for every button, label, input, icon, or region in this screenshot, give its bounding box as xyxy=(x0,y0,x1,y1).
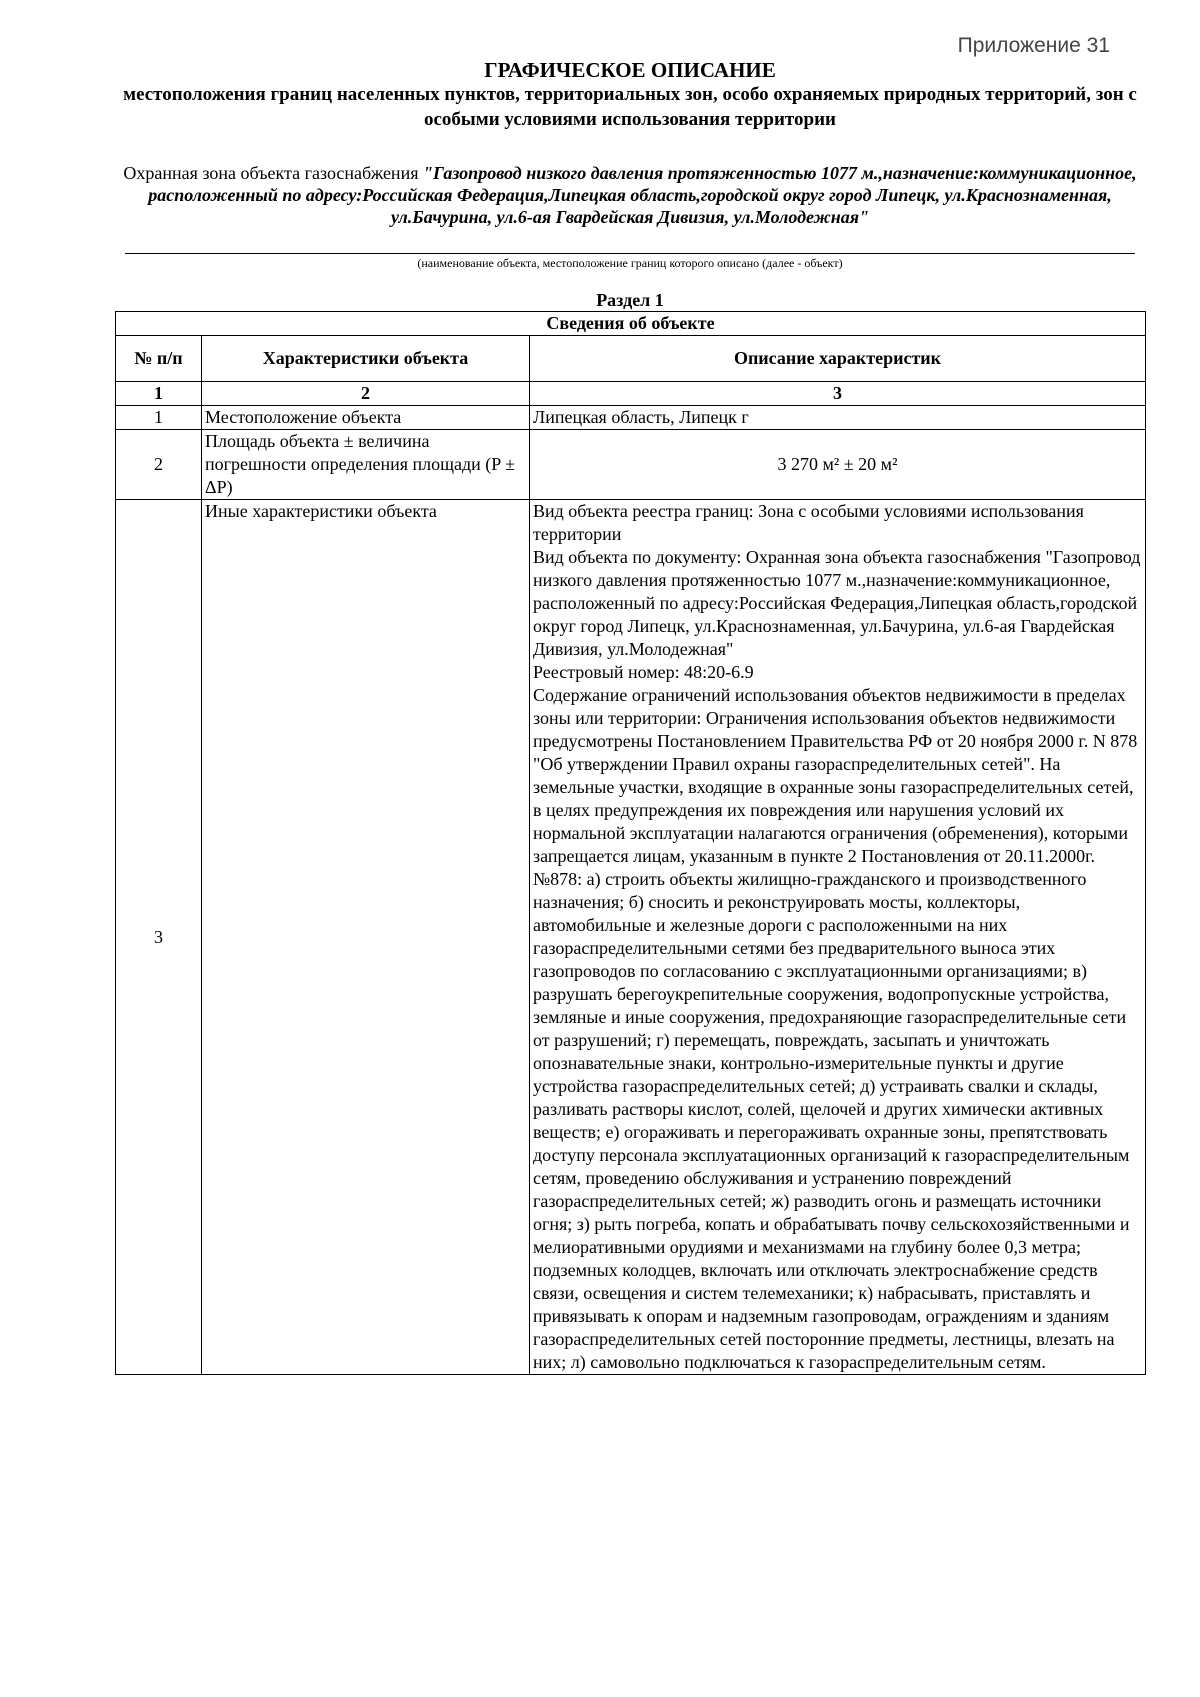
column-number: 1 xyxy=(116,382,202,406)
row-characteristic: Площадь объекта ± величина погрешности определения площади (P ± ΔP) xyxy=(202,430,530,500)
object-caption: (наименование объекта, местоположение границ которого описано (далее - объект) xyxy=(417,256,843,270)
appendix-label: Приложение 31 xyxy=(957,34,1110,57)
row-num: 3 xyxy=(116,500,202,1375)
document-title: ГРАФИЧЕСКОЕ ОПИСАНИЕ xyxy=(484,58,776,82)
header-description: Описание характеристик xyxy=(530,336,1146,382)
row-description: 3 270 м² ± 20 м² xyxy=(530,430,1146,500)
object-info-table xyxy=(115,311,1146,1375)
section-label: Раздел 1 xyxy=(596,290,664,310)
object-prefix: Охранная зона объекта газоснабжения xyxy=(123,163,423,183)
row-num: 1 xyxy=(116,406,202,430)
table-row xyxy=(116,406,1146,430)
column-number: 2 xyxy=(202,382,530,406)
table-caption-row xyxy=(116,312,1146,336)
row-description: Липецкая область, Липецк г xyxy=(530,406,1146,430)
header-num: № п/п xyxy=(116,336,202,382)
row-num: 2 xyxy=(116,430,202,500)
table-row xyxy=(116,430,1146,500)
table-header-row xyxy=(116,336,1146,382)
row-description: Вид объекта реестра границ: Зона с особыми условиями использования территории Вид объекта по документу: Охранная зона объекта газоснабжения "Газопровод низкого давления протяженностью 1077 м.,назначение:коммуникационное, расположенный по адресу:Российская Федерация,Липецкая область,городской округ город Липецк, ул.Краснознаменная, ул.Бачурина, ул.6-ая Гвардейская Дивизия, ул.Молодежная" Реестровый номер: 48:20-6.9 Содержание ограничений использования объектов недвижимости в пределах зоны или территории: Ограничения использования объектов недвижимости предусмотрены Постановлением Правительства РФ от 20 ноября 2000 г. N 878 "Об утверждении Правил охраны газораспределительных сетей". На земельные участки, входящие в охранные зоны газораспределительных сетей, в целях предупреждения их повреждения или нарушения условий их нормальной эксплуатации налагаются ограничения (обременения), которыми запрещается лицам, указанным в пункте 2 Постановления от 20.11.2000г. №878: а) строить объекты жилищно-гражданского и производственного назначения; б) сносить и реконструировать мосты, коллекторы, автомобильные и железные дороги с расположенными на них газораспределительными сетями без предварительного выноса этих газопроводов по согласованию с эксплуатационными организациями; в) разрушать берегоукрепительные сооружения, водопропускные устройства, земляные и иные сооружения, предохраняющие газораспределительные сети от разрушений; г) перемещать, повреждать, засыпать и уничтожать опознавательные знаки, контрольно-измерительные пункты и другие устройства газораспределительных сетей; д) устраивать свалки и склады, разливать растворы кислот, солей, щелочей и других химически активных веществ; е) огораживать и перегораживать охранные зоны, препятствовать доступу персонала эксплуатационных организаций к газораспределительным сетям, проведению обслуживания и устранению повреждений газораспределительных сетей; ж) разводить огонь и размещать источники огня; з) рыть погреба, копать и обрабатывать почву сельскохозяйственными и мелиоративными орудиями и механизмами на глубину более 0,3 метра; подземных колодцев, включать или отключать электроснабжение средств связи, освещения и систем телемеханики; к) набрасывать, приставлять и привязывать к опорам и надземным газопроводам, ограждениям и зданиям газораспределительных сетей посторонние предметы, лестницы, влезать на них; л) самовольно подключаться к газораспределительным сетям. xyxy=(530,500,1146,1375)
object-name-text: "Газопровод низкого давления протяженностью 1077 м.,назначение:коммуникационное, расположенный по адресу:Российская Федерация,Липецкая область,городской округ город Липецк, ул.Краснознаменная, ул.Бачурина, ул.6-ая Гвардейская Дивизия, ул.Молодежная" xyxy=(148,163,1137,227)
document-subtitle: местоположения границ населенных пунктов, территориальных зон, особо охраняемых природных территорий, зон с особыми условиями использования территории xyxy=(123,84,1137,130)
header-characteristic: Характеристики объекта xyxy=(202,336,530,382)
row-characteristic: Иные характеристики объекта xyxy=(202,500,530,1375)
column-number: 3 xyxy=(530,382,1146,406)
table-row xyxy=(116,500,1146,1375)
column-numbers-row xyxy=(116,382,1146,406)
object-name xyxy=(115,162,1145,228)
row-characteristic: Местоположение объекта xyxy=(202,406,530,430)
table-caption: Сведения об объекте xyxy=(116,312,1146,336)
divider-line xyxy=(125,253,1135,254)
